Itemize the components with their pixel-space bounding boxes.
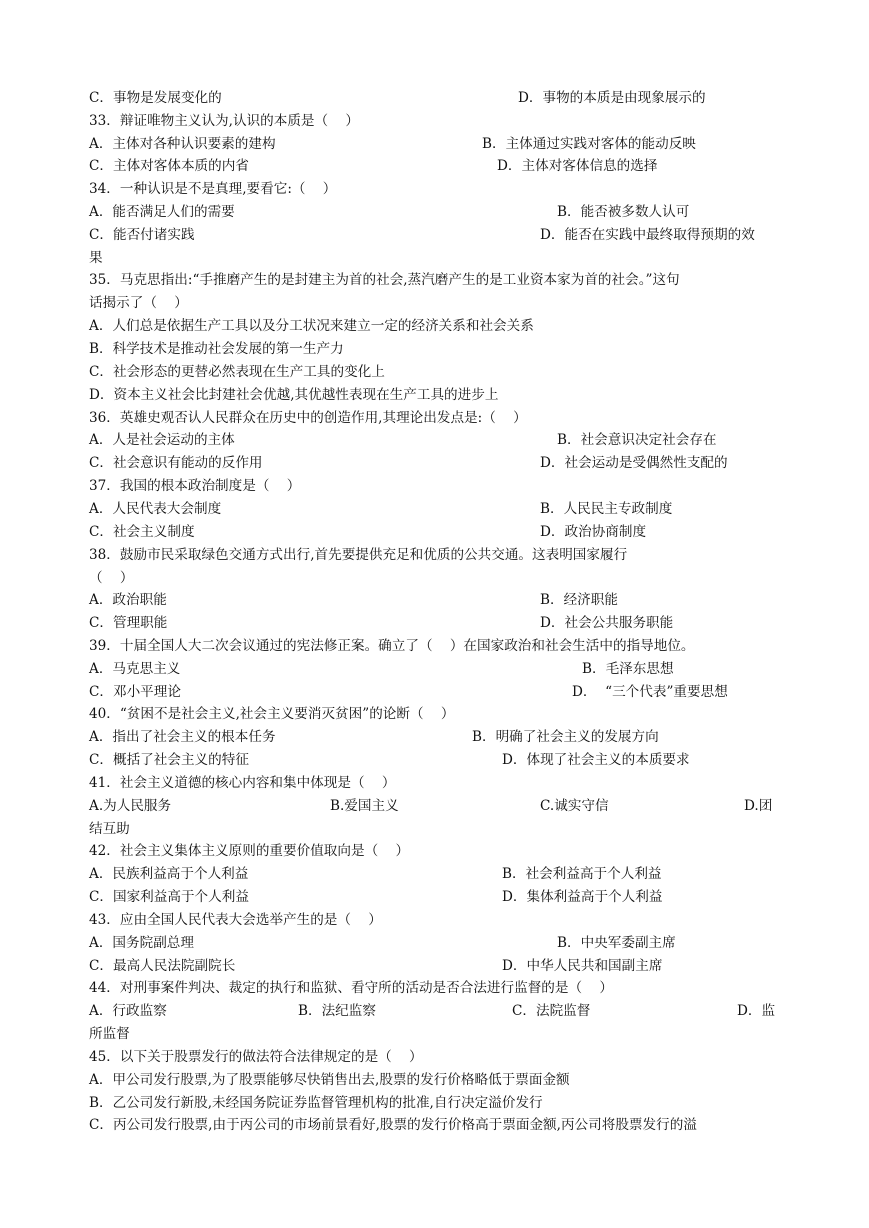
option-a: A．民族利益高于个人利益 [89, 866, 249, 882]
option-a: A．马克思主义 [89, 661, 181, 677]
text-line: 话揭示了（ ） [89, 295, 188, 311]
option-a: C．社会主义制度 [89, 524, 195, 540]
text-line: B．科学技术是推动社会发展的第一生产力 [89, 341, 344, 357]
option-a: A．政治职能 [89, 592, 167, 608]
option-b: B．明确了社会主义的发展方向 [472, 729, 659, 745]
option-b: B．法纪监察 [298, 1003, 376, 1019]
option-a: C．概括了社会主义的特征 [89, 752, 249, 768]
option-a: A．能否满足人们的需要 [89, 204, 235, 220]
option-a: A．人是社会运动的主体 [89, 432, 235, 448]
option-b: B．能否被多数人认可 [557, 204, 690, 220]
text-line: 38．鼓励市民采取绿色交通方式出行,首先要提供充足和优质的公共交通。这表明国家履行 [89, 547, 628, 563]
option-a: C．邓小平理论 [89, 684, 181, 700]
option-c: C.诚实守信 [540, 798, 609, 814]
option-a: C．管理职能 [89, 615, 168, 631]
option-a: C．国家利益高于个人利益 [89, 889, 249, 905]
text-line: 所监督 [89, 1026, 130, 1042]
option-b: D．主体对客体信息的选择 [497, 158, 658, 174]
text-line: A．人们总是依据生产工具以及分工状况来建立一定的经济关系和社会关系 [89, 318, 534, 334]
text-line: 44．对刑事案件判决、裁定的执行和监狱、看守所的活动是否合法进行监督的是（ ） [89, 980, 613, 996]
option-a: A．行政监察 [89, 1003, 167, 1019]
text-line: 41．社会主义道德的核心内容和集中体现是（ ） [89, 775, 396, 791]
text-line: 43．应由全国人民代表大会选举产生的是（ ） [89, 912, 382, 928]
option-d: D.团 [744, 798, 773, 814]
text-line: 34．一种认识是不是真理,要看它:（ ） [89, 181, 337, 197]
text-line: D．资本主义社会比封建社会优越,其优越性表现在生产工具的进步上 [89, 387, 499, 403]
text-line: 36．英雄史观否认人民群众在历史中的创造作用,其理论出发点是:（ ） [89, 410, 527, 426]
text-line: C．丙公司发行股票,由于丙公司的市场前景看好,股票的发行价格高于票面金额,丙公司将股票发行的溢 [89, 1117, 697, 1133]
option-b: B．主体通过实践对客体的能动反映 [482, 136, 696, 152]
option-b: B．社会利益高于个人利益 [502, 866, 662, 882]
option-a: C．最高人民法院副院长 [89, 958, 236, 974]
text-line: 45．以下关于股票发行的做法符合法律规定的是（ ） [89, 1049, 423, 1065]
option-a: C．主体对客体本质的内省 [89, 158, 249, 174]
text-line: 结互助 [89, 821, 130, 837]
text-line: 37．我国的根本政治制度是（ ） [89, 478, 301, 494]
text-line: （ ） [89, 570, 134, 586]
option-b: D．事物的本质是由现象展示的 [518, 90, 706, 106]
text-line: 42．社会主义集体主义原则的重要价值取向是（ ） [89, 843, 410, 859]
option-b: B．毛泽东思想 [582, 661, 674, 677]
option-a: C．事物是发展变化的 [89, 90, 222, 106]
option-b: D．能否在实践中最终取得预期的效 [540, 227, 755, 243]
text-line: 39．十届全国人大二次会议通过的宪法修正案。确立了（ ）在国家政治和社会生活中的指导地位。 [89, 638, 695, 654]
option-a: A．国务院副总理 [89, 935, 194, 951]
option-b: D．集体利益高于个人利益 [502, 889, 663, 905]
option-c: C．法院监督 [512, 1003, 591, 1019]
option-a: A．人民代表大会制度 [89, 501, 222, 517]
text-line: 40．“贫困不是社会主义,社会主义要消灭贫困”的论断（ ） [89, 706, 455, 722]
option-b: B．中央军委副主席 [557, 935, 676, 951]
option-b: D．社会公共服务职能 [540, 615, 674, 631]
option-b: B．人民民主专政制度 [540, 501, 673, 517]
option-d: D．监 [737, 1003, 776, 1019]
option-a: A.为人民服务 [89, 798, 172, 814]
text-line: 果 [89, 250, 103, 266]
option-a: C．能否付诸实践 [89, 227, 195, 243]
option-b: D． “三个代表”重要思想 [572, 684, 728, 700]
option-b: B．经济职能 [540, 592, 618, 608]
option-a: C．社会意识有能动的反作用 [89, 455, 263, 471]
text-line: C．社会形态的更替必然表现在生产工具的变化上 [89, 364, 385, 380]
text-line: A．甲公司发行股票,为了股票能够尽快销售出去,股票的发行价格略低于票面金额 [89, 1072, 570, 1088]
text-line: 33．辩证唯物主义认为,认识的本质是（ ） [89, 113, 359, 129]
option-a: A．主体对各种认识要素的建构 [89, 136, 276, 152]
option-b: D．社会运动是受偶然性支配的 [540, 455, 728, 471]
option-b: D．政治协商制度 [540, 524, 647, 540]
text-line: 35．马克思指出:“手推磨产生的是封建主为首的社会,蒸汽磨产生的是工业资本家为首的社会。”这句 [89, 272, 680, 288]
option-b: D．体现了社会主义的本质要求 [502, 752, 690, 768]
option-b: B．社会意识决定社会存在 [557, 432, 717, 448]
option-b: D．中华人民共和国副主席 [502, 958, 663, 974]
option-b: B.爱国主义 [330, 798, 399, 814]
text-line: B．乙公司发行新股,未经国务院证券监督管理机构的批准,自行决定溢价发行 [89, 1095, 543, 1111]
option-a: A．指出了社会主义的根本任务 [89, 729, 276, 745]
